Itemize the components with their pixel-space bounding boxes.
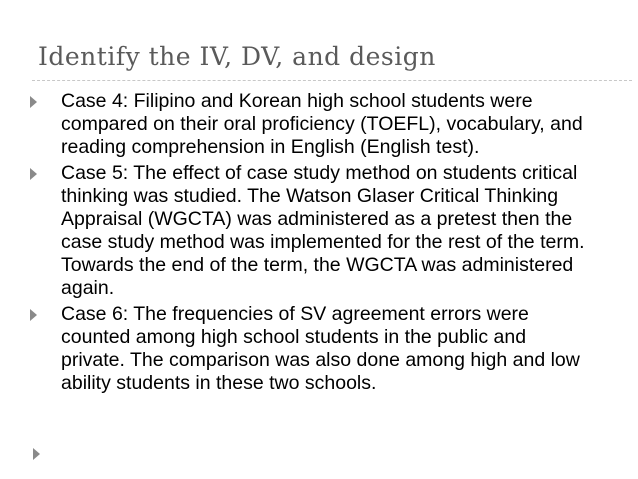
title-divider — [32, 80, 632, 81]
slide-title: Identify the IV, DV, and design — [38, 42, 436, 71]
case-6-text: Case 6: The frequencies of SV agreement errors were counted among high school students in the public and private. The comparison was also done among high and low ability students in these two schools. — [61, 303, 580, 394]
case-6-bullet-item — [30, 303, 590, 395]
case-5-text: Case 5: The effect of case study method on students critical thinking was studied. The Watson Glaser Critical Thinking Appraisal (WGCTA) was administered as a pretest then the case study method was implemented for the rest of the term. Towards the end of the term, the WGCTA was administered again. — [61, 162, 585, 299]
case-4-text: Case 4: Filipino and Korean high school students were compared on their oral proficiency (TOEFL), vocabulary, and reading comprehension in English (English test). — [61, 90, 583, 158]
triangle-bullet-icon — [30, 309, 37, 321]
triangle-bullet-icon — [30, 168, 37, 180]
case-4-bullet-item — [30, 90, 590, 159]
triangle-bullet-icon — [30, 96, 37, 108]
slide-body — [30, 90, 590, 398]
case-5-bullet-item — [30, 162, 590, 300]
next-slide-arrow-icon[interactable] — [33, 448, 40, 460]
